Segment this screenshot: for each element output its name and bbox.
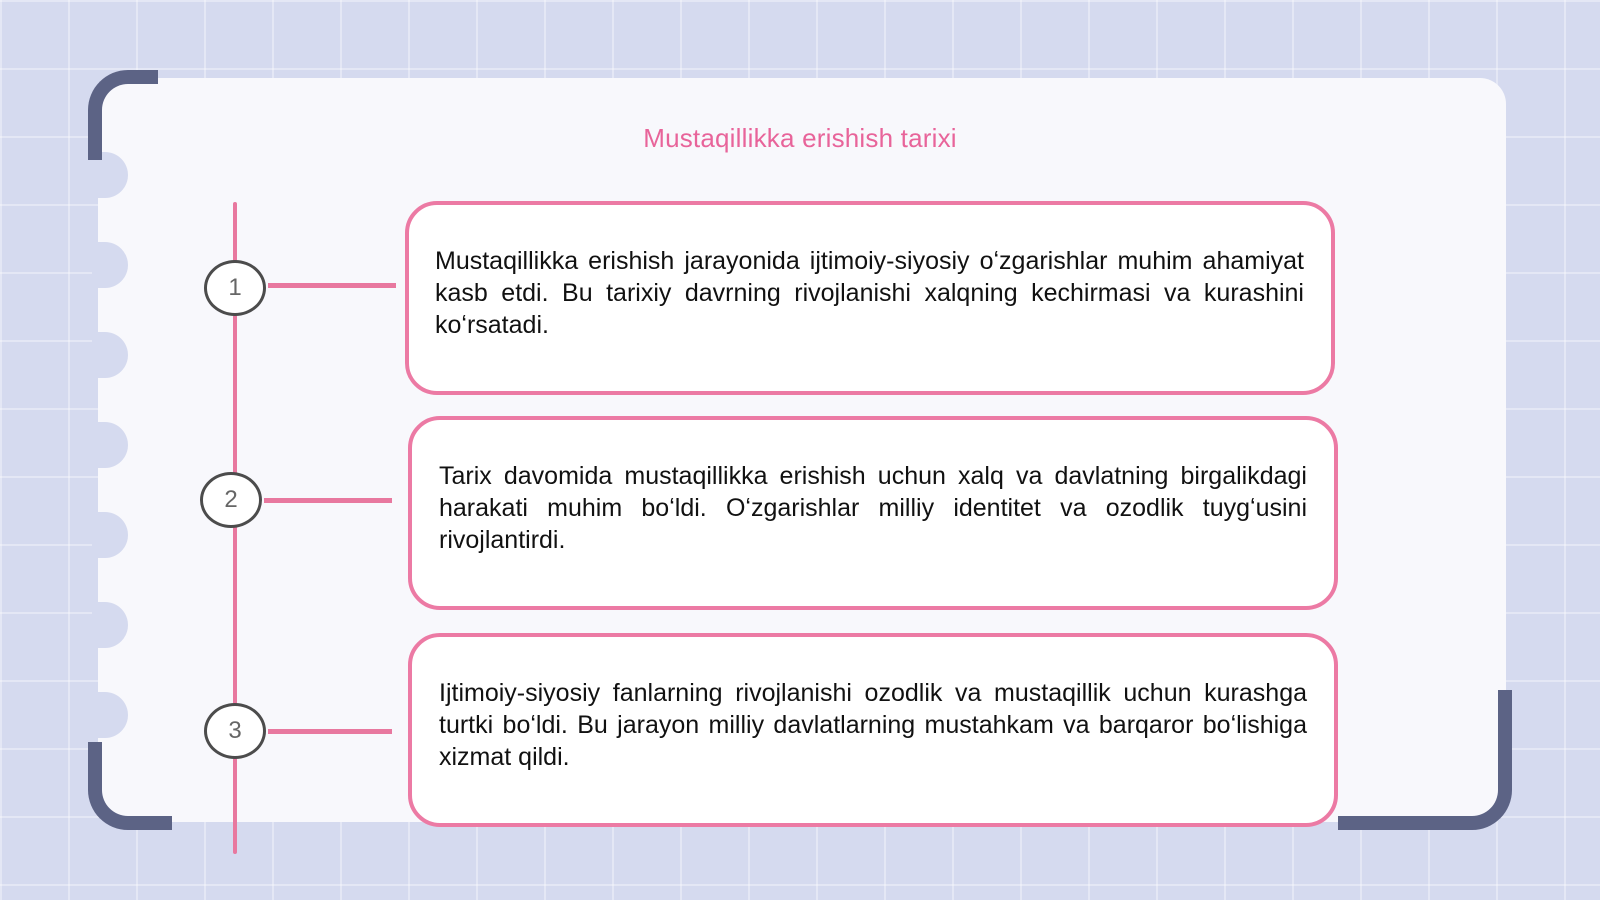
frame-corner-bottom-left	[88, 742, 172, 830]
frame-corner-bottom-right	[1338, 690, 1512, 830]
timeline-card-1	[405, 201, 1335, 395]
timeline-connector-1	[268, 283, 396, 288]
timeline-card-3-text: Ijtimoiy-siyosiy fanlarning rivojlanishi ozodlik va mustaqillik uchun kurashga turtki boʻldi. Bu jarayon milliy davlatlarning mustahkam va barqaror boʻlishiga xizmat qildi.	[439, 679, 1307, 771]
frame-corner-top-left	[88, 70, 158, 160]
timeline-marker-2: 2	[200, 472, 262, 528]
timeline-marker-3: 3	[204, 703, 266, 759]
timeline-card-2	[408, 416, 1338, 610]
timeline-card-3	[408, 633, 1338, 827]
timeline-marker-1: 1	[204, 260, 266, 316]
timeline-connector-2	[264, 498, 392, 503]
timeline-card-2-text: Tarix davomida mustaqillikka erishish uchun xalq va davlatning birgalikdagi harakati muhim boʻldi. Oʻzgarishlar milliy identitet va ozodlik tuygʻusini rivojlantirdi.	[439, 462, 1307, 554]
slide-title: Mustaqillikka erishish tarixi	[643, 123, 957, 153]
timeline-card-1-text: Mustaqillikka erishish jarayonida ijtimoiy-siyosiy oʻzgarishlar muhim ahamiyat kasb etdi. Bu tarixiy davrning rivojlanishi xalqning kechirmasi va kurashini koʻrsatadi.	[435, 247, 1304, 339]
timeline-connector-3	[268, 729, 392, 734]
